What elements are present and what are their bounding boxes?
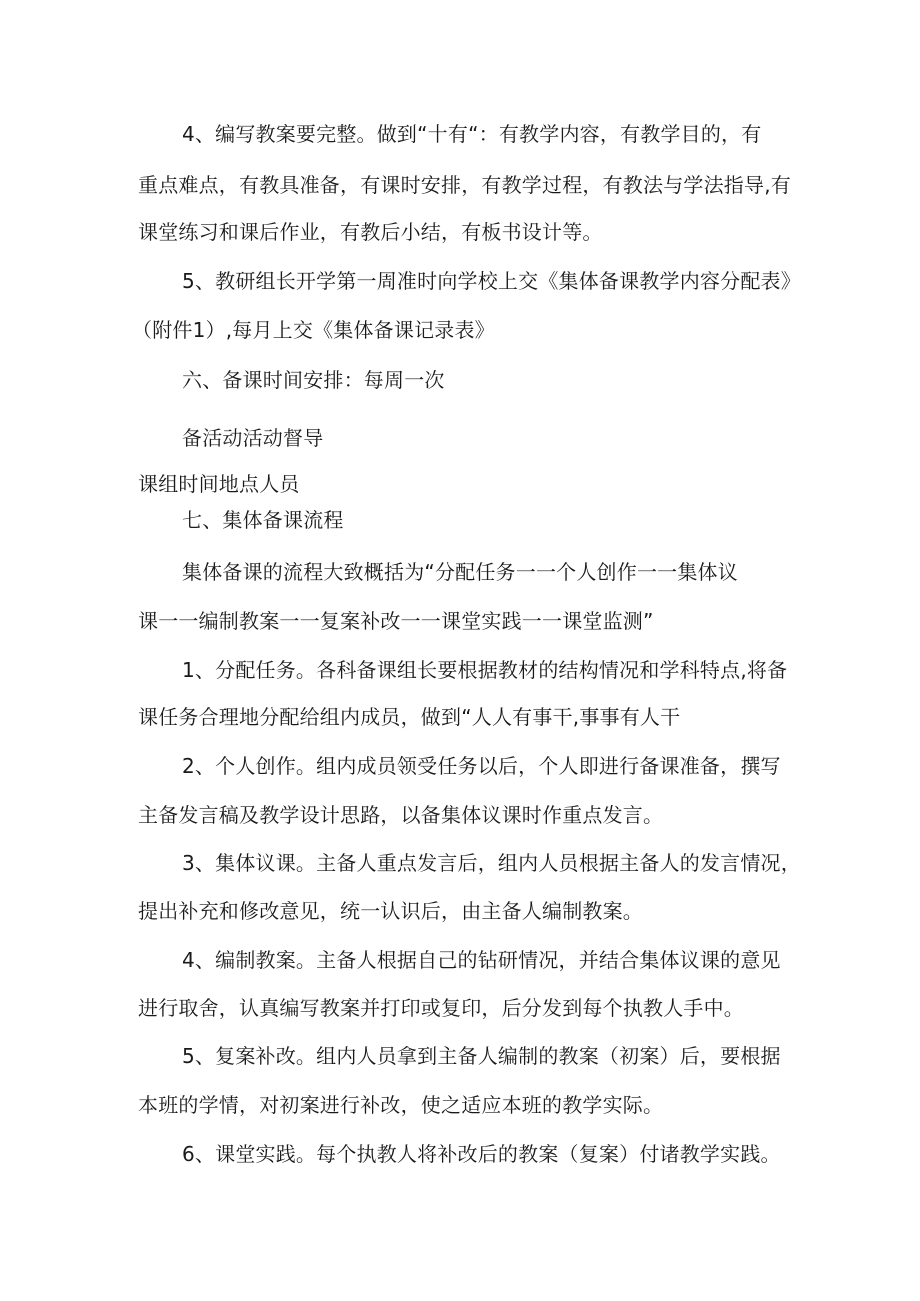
paragraph-line: 本班的学情，对初案进行补改，使之适应本班的教学实际。 — [138, 1093, 664, 1117]
paragraph-line: 5、复案补改。组内人员拿到主备人编制的教案（初案）后，要根据 — [182, 1044, 781, 1068]
paragraph-line: 4、编写教案要完整。做到“十有“：有教学内容，有教学目的，有 — [182, 122, 762, 146]
paragraph-line: 1、分配任务。各科备课组长要根据教材的结构情况和学科特点,将备 — [182, 658, 788, 682]
section-heading: 六、备课时间安排：每周一次 — [182, 368, 445, 392]
paragraph-line: 3、集体议课。主备人重点发言后，组内人员根据主备人的发言情况， — [182, 851, 801, 875]
paragraph-line: 5、教研组长开学第一周准时向学校上交《集体备课教学内容分配表》 — [182, 269, 801, 293]
paragraph-line: （附件1）,每月上交《集体备课记录表》 — [132, 318, 495, 342]
table-fragment-text: 课组时间地点人员 — [138, 472, 300, 496]
paragraph-line: 6、课堂实践。每个执教人将补改后的教案（复案）付诸教学实践。 — [182, 1142, 781, 1166]
section-heading: 七、集体备课流程 — [182, 508, 344, 532]
paragraph-line: 重点难点，有教具准备，有课时安排，有教学过程，有教法与学法指导,有 — [138, 173, 791, 197]
table-fragment-text: 备活动活动督导 — [182, 426, 324, 450]
paragraph-line: 主备发言稿及教学设计思路，以备集体议课时作重点发言。 — [138, 803, 664, 827]
paragraph-line: 提出补充和修改意见，统一认识后，由主备人编制教案。 — [138, 899, 643, 923]
paragraph-line: 集体备课的流程大致概括为“分配任务一一个人创作一一集体议 — [182, 560, 738, 584]
paragraph-line: 课堂练习和课后作业，有教后小结，有板书设计等。 — [138, 220, 603, 244]
paragraph-line: 课一一编制教案一一复案补改一一课堂实践一一课堂监测” — [138, 609, 654, 633]
paragraph-line: 课任务合理地分配给组内成员，做到“人人有事干,事事有人干 — [138, 705, 681, 729]
paragraph-line: 2、个人创作。组内成员领受任务以后，个人即进行备课准备，撰写 — [182, 754, 781, 778]
paragraph-line: 进行取舍，认真编写教案并打印或复印，后分发到每个执教人手中。 — [138, 996, 744, 1020]
paragraph-line: 4、编制教案。主备人根据自己的钻研情况，并结合集体议课的意见 — [182, 948, 781, 972]
